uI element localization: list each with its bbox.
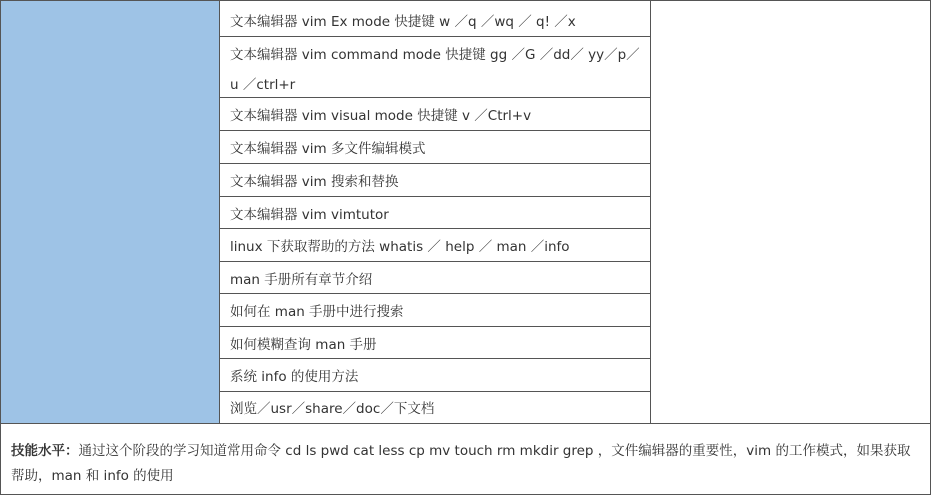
topic-text: 文本编辑器 vim 多文件编辑模式 <box>230 141 426 157</box>
topic-text: 文本编辑器 vim 搜索和替换 <box>230 174 399 190</box>
topic-text: 系统 info 的使用方法 <box>230 369 359 385</box>
topic-row <box>220 197 650 229</box>
topic-row <box>220 37 650 98</box>
topic-text: 如何模糊查询 man 手册 <box>230 337 377 353</box>
topic-row <box>220 327 650 359</box>
summary-text: 通过这个阶段的学习知道常用命令 cd ls pwd cat less cp mv touch rm mkdir grep ，文件编辑器的重要性，vim 的工作模式，如果获取帮助，man 和 info 的使用 <box>11 443 911 484</box>
topic-row <box>220 98 650 131</box>
topic-row <box>220 1 650 37</box>
topic-text: man 手册所有章节介绍 <box>230 272 373 288</box>
topic-text: 文本编辑器 vim visual mode 快捷键 v ／Ctrl+v <box>230 108 532 124</box>
topic-text: 浏览／usr／share／doc／下文档 <box>230 401 435 417</box>
summary-row <box>1 423 930 494</box>
summary-label: 技能水平： <box>11 443 79 459</box>
topic-text: 文本编辑器 vim vimtutor <box>230 207 389 223</box>
topic-row <box>220 294 650 327</box>
topic-row <box>220 229 650 262</box>
topic-row <box>220 392 650 423</box>
topic-row <box>220 131 650 164</box>
notes-cell <box>651 1 930 423</box>
topic-text: 文本编辑器 vim Ex mode 快捷键 w ／q ／wq ／ q! ／x <box>230 14 576 30</box>
topics-column <box>220 1 651 423</box>
topic-row <box>220 164 650 197</box>
stage-cell <box>1 1 220 423</box>
topic-row <box>220 262 650 294</box>
topic-row <box>220 359 650 392</box>
topic-text: linux 下获取帮助的方法 whatis ／ help ／ man ／info <box>230 239 570 255</box>
topic-text: 文本编辑器 vim command mode 快捷键 gg ／G ／dd／ yy／p／ u ／ctrl+r <box>230 47 640 93</box>
topic-text: 如何在 man 手册中进行搜索 <box>230 304 404 320</box>
